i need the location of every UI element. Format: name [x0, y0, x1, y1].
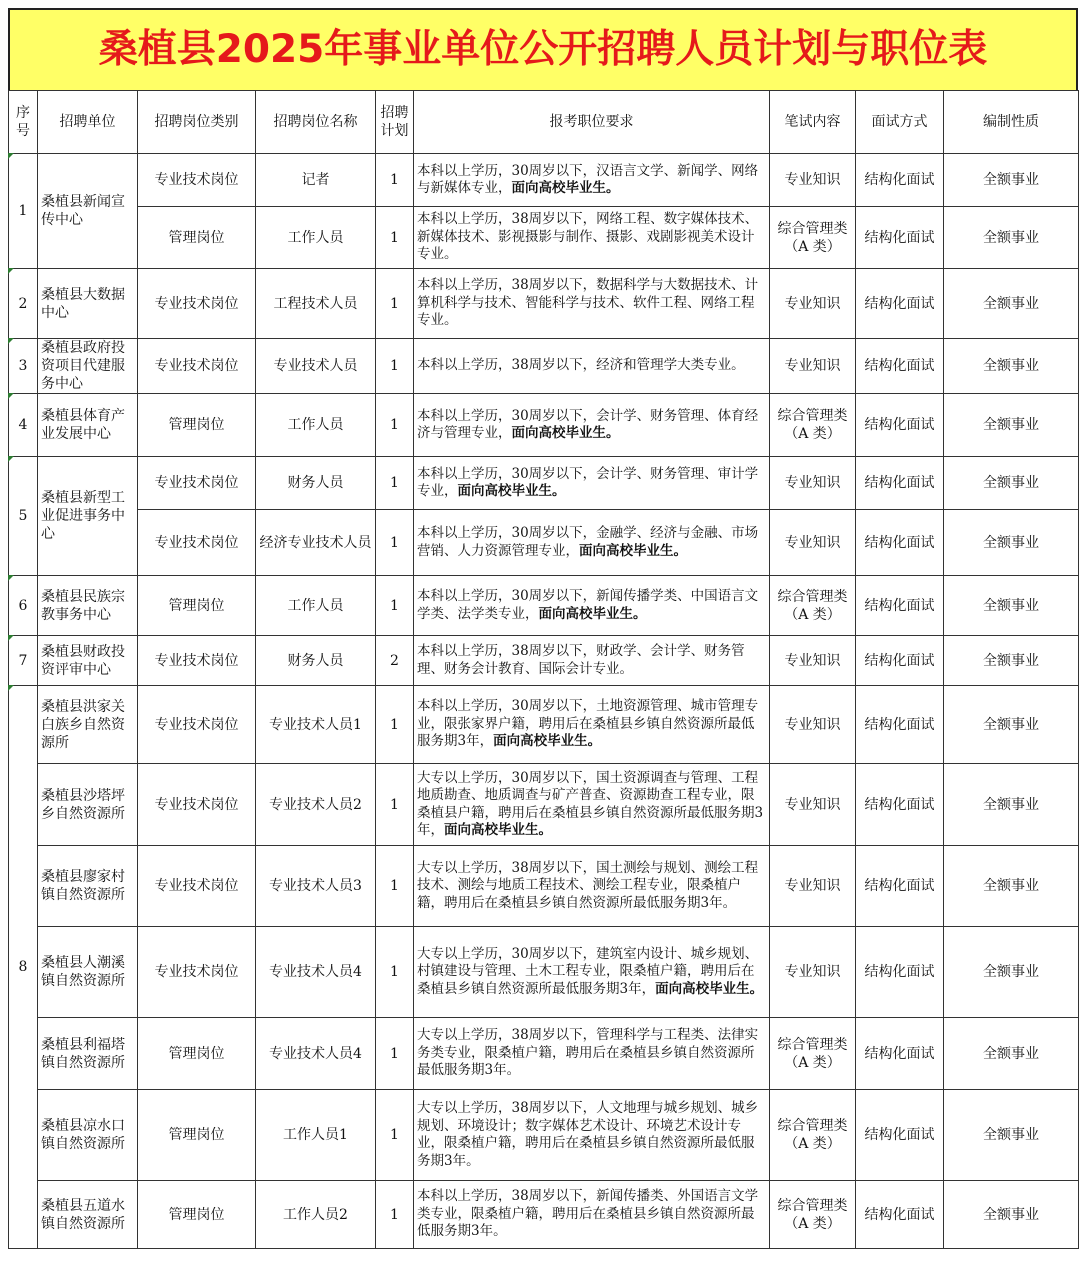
cell-written: 专业知识	[770, 764, 856, 846]
cell-requirements	[414, 394, 770, 457]
cell-interview: 结构化面试	[856, 510, 944, 576]
cell-interview: 结构化面试	[856, 269, 944, 339]
cell-unit: 桑植县体育产业发展中心	[38, 394, 138, 457]
req-text: 本科以上学历，30周岁以下，汉语言文学、新闻学、网络与新媒体专业，	[417, 162, 759, 196]
cell-category: 专业技术岗位	[138, 846, 256, 927]
cell-nature: 全额事业	[944, 1018, 1079, 1090]
cell-seq: 2	[9, 269, 38, 339]
cell-category: 专业技术岗位	[138, 154, 256, 207]
cell-position: 财务人员	[256, 457, 376, 510]
cell-requirements	[414, 207, 770, 269]
cell-written: 专业知识	[770, 686, 856, 764]
table-row	[9, 269, 1079, 339]
cell-written: 综合管理类（A 类）	[770, 207, 856, 269]
cell-unit: 桑植县政府投资项目代建服务中心	[38, 339, 138, 394]
cell-written: 专业知识	[770, 927, 856, 1018]
req-text: 本科以上学历，38周岁以下，新闻传播类、外国语言文学类专业，限桑植户籍，聘用后在桑植县乡镇自然资源所最低服务期3年。	[417, 1188, 759, 1240]
req-bold: 面向高校毕业生。	[457, 483, 566, 499]
cell-plan: 1	[376, 1018, 414, 1090]
cell-requirements	[414, 1018, 770, 1090]
cell-category: 专业技术岗位	[138, 339, 256, 394]
cell-unit: 桑植县民族宗教事务中心	[38, 576, 138, 636]
cell-position: 专业技术人员	[256, 339, 376, 394]
cell-plan: 2	[376, 636, 414, 686]
req-text: 本科以上学历，38周岁以下，网络工程、数字媒体技术、新媒体技术、影视摄影与制作、摄影、戏剧影视美术设计专业。	[417, 211, 759, 263]
cell-unit: 桑植县廖家村镇自然资源所	[38, 846, 138, 927]
cell-nature: 全额事业	[944, 686, 1079, 764]
req-bold: 面向高校毕业生。	[493, 733, 602, 750]
req-bold: 面向高校毕业生。	[444, 822, 552, 838]
cell-written: 专业知识	[770, 339, 856, 394]
cell-position: 记者	[256, 154, 376, 207]
cell-unit: 桑植县财政投资评审中心	[38, 636, 138, 686]
cell-plan: 1	[376, 394, 414, 457]
cell-seq: 6	[9, 576, 38, 636]
req-bold: 面向高校毕业生。	[538, 605, 647, 622]
cell-position: 财务人员	[256, 636, 376, 686]
table-row	[9, 686, 1079, 764]
cell-plan: 1	[376, 1090, 414, 1181]
cell-plan: 1	[376, 576, 414, 636]
cell-seq: 3	[9, 339, 38, 394]
cell-nature: 全额事业	[944, 576, 1079, 636]
header-seq: 序号	[9, 91, 38, 154]
cell-requirements	[414, 1090, 770, 1181]
cell-nature: 全额事业	[944, 269, 1079, 339]
cell-plan: 1	[376, 686, 414, 764]
cell-nature: 全额事业	[944, 154, 1079, 207]
cell-written: 综合管理类（A 类）	[770, 1018, 856, 1090]
cell-requirements	[414, 764, 770, 846]
req-bold: 面向高校毕业生。	[511, 425, 620, 441]
position-table	[8, 90, 1079, 1249]
cell-category: 管理岗位	[138, 207, 256, 269]
header-position: 招聘岗位名称	[256, 91, 376, 154]
cell-requirements	[414, 339, 770, 394]
cell-written: 综合管理类（A 类）	[770, 394, 856, 457]
table-row	[9, 510, 1079, 576]
cell-nature: 全额事业	[944, 636, 1079, 686]
cell-written: 专业知识	[770, 846, 856, 927]
req-text: 本科以上学历，38周岁以下，财政学、会计学、财务管理、财务会计教育、国际会计专业。	[417, 643, 745, 677]
cell-nature: 全额事业	[944, 1181, 1079, 1249]
cell-unit: 桑植县洪家关白族乡自然资源所	[38, 686, 138, 764]
req-text: 大专以上学历，30周岁以下，建筑室内设计、城乡规划、村镇建设与管理、土木工程专业，限桑植户籍，聘用后在桑植县乡镇自然资源所最低服务期3年，	[417, 945, 759, 997]
cell-interview: 结构化面试	[856, 846, 944, 927]
table-row	[9, 764, 1079, 846]
cell-category: 专业技术岗位	[138, 764, 256, 846]
table-row	[9, 1181, 1079, 1249]
cell-position: 工作人员1	[256, 1090, 376, 1181]
cell-unit: 桑植县大数据中心	[38, 269, 138, 339]
header-interview: 面试方式	[856, 91, 944, 154]
req-bold: 面向高校毕业生。	[511, 180, 620, 196]
table-row	[9, 457, 1079, 510]
req-bold: 面向高校毕业生。	[655, 980, 764, 997]
cell-seq: 8	[9, 686, 38, 1249]
cell-plan: 1	[376, 154, 414, 207]
cell-category: 管理岗位	[138, 576, 256, 636]
cell-plan: 1	[376, 846, 414, 927]
cell-position: 专业技术人员2	[256, 764, 376, 846]
cell-seq: 7	[9, 636, 38, 686]
header-requirements: 报考职位要求	[414, 91, 770, 154]
header-unit: 招聘单位	[38, 91, 138, 154]
header-nature: 编制性质	[944, 91, 1079, 154]
header-written: 笔试内容	[770, 91, 856, 154]
cell-category: 专业技术岗位	[138, 457, 256, 510]
cell-written: 专业知识	[770, 269, 856, 339]
cell-requirements	[414, 686, 770, 764]
cell-interview: 结构化面试	[856, 339, 944, 394]
cell-interview: 结构化面试	[856, 927, 944, 1018]
cell-nature: 全额事业	[944, 394, 1079, 457]
table-row	[9, 636, 1079, 686]
table-row	[9, 154, 1079, 207]
page	[8, 8, 1078, 1249]
header-row	[9, 91, 1079, 154]
cell-nature: 全额事业	[944, 764, 1079, 846]
cell-written: 专业知识	[770, 457, 856, 510]
cell-interview: 结构化面试	[856, 1090, 944, 1181]
cell-written: 专业知识	[770, 636, 856, 686]
cell-nature: 全额事业	[944, 339, 1079, 394]
cell-position: 经济专业技术人员	[256, 510, 376, 576]
table-row	[9, 1018, 1079, 1090]
table-row	[9, 1090, 1079, 1181]
cell-unit: 桑植县五道水镇自然资源所	[38, 1181, 138, 1249]
cell-requirements	[414, 154, 770, 207]
cell-category: 专业技术岗位	[138, 927, 256, 1018]
table-row	[9, 927, 1079, 1018]
cell-position: 专业技术人员4	[256, 927, 376, 1018]
cell-nature: 全额事业	[944, 927, 1079, 1018]
cell-unit: 桑植县利福塔镇自然资源所	[38, 1018, 138, 1090]
cell-unit: 桑植县人潮溪镇自然资源所	[38, 927, 138, 1018]
cell-category: 专业技术岗位	[138, 269, 256, 339]
cell-nature: 全额事业	[944, 207, 1079, 269]
cell-category: 管理岗位	[138, 394, 256, 457]
table-row	[9, 207, 1079, 269]
cell-interview: 结构化面试	[856, 636, 944, 686]
req-text: 本科以上学历，30周岁以下，新闻传播学类、中国语言文学类、法学类专业，	[417, 588, 759, 622]
cell-interview: 结构化面试	[856, 576, 944, 636]
cell-plan: 1	[376, 927, 414, 1018]
cell-position: 专业技术人员1	[256, 686, 376, 764]
cell-interview: 结构化面试	[856, 457, 944, 510]
header-category: 招聘岗位类别	[138, 91, 256, 154]
table-row	[9, 846, 1079, 927]
cell-plan: 1	[376, 764, 414, 846]
cell-requirements	[414, 1181, 770, 1249]
cell-position: 专业技术人员3	[256, 846, 376, 927]
cell-position: 工程技术人员	[256, 269, 376, 339]
cell-plan: 1	[376, 269, 414, 339]
cell-seq: 4	[9, 394, 38, 457]
req-text: 本科以上学历，30周岁以下，土地资源管理、城市管理专业，限张家界户籍，聘用后在桑植县乡镇自然资源所最低服务期3年，	[417, 698, 759, 750]
cell-plan: 1	[376, 1181, 414, 1249]
req-text: 本科以上学历，30周岁以下，会计学、财务管理、审计学专业，	[417, 465, 759, 499]
cell-plan: 1	[376, 339, 414, 394]
cell-unit: 桑植县新闻宣传中心	[38, 154, 138, 269]
cell-interview: 结构化面试	[856, 1018, 944, 1090]
cell-requirements	[414, 510, 770, 576]
table-row	[9, 394, 1079, 457]
req-text: 本科以上学历，30周岁以下，会计学、财务管理、体育经济与管理专业，	[417, 407, 759, 441]
req-bold: 面向高校毕业生。	[579, 542, 687, 559]
cell-requirements	[414, 927, 770, 1018]
req-text: 大专以上学历，30周岁以下，国土资源调查与管理、工程地质勘查、地质调查与矿产普查、资源勘查工程专业，限桑植县户籍，聘用后在桑植县乡镇自然资源所最低服务期3年，	[417, 769, 764, 838]
table-row	[9, 339, 1079, 394]
cell-interview: 结构化面试	[856, 394, 944, 457]
cell-nature: 全额事业	[944, 510, 1079, 576]
cell-requirements	[414, 269, 770, 339]
page-title: 桑植县2025年事业单位公开招聘人员计划与职位表	[8, 8, 1078, 90]
header-plan: 招聘计划	[376, 91, 414, 154]
cell-requirements	[414, 846, 770, 927]
cell-requirements	[414, 636, 770, 686]
cell-position: 工作人员2	[256, 1181, 376, 1249]
cell-category: 专业技术岗位	[138, 686, 256, 764]
cell-written: 综合管理类（A 类）	[770, 1181, 856, 1249]
cell-interview: 结构化面试	[856, 207, 944, 269]
cell-nature: 全额事业	[944, 1090, 1079, 1181]
cell-interview: 结构化面试	[856, 764, 944, 846]
cell-interview: 结构化面试	[856, 1181, 944, 1249]
cell-seq: 5	[9, 457, 38, 576]
cell-requirements	[414, 457, 770, 510]
cell-unit: 桑植县沙塔坪乡自然资源所	[38, 764, 138, 846]
cell-position: 工作人员	[256, 207, 376, 269]
cell-position: 专业技术人员4	[256, 1018, 376, 1090]
cell-category: 管理岗位	[138, 1090, 256, 1181]
cell-requirements	[414, 576, 770, 636]
table-row	[9, 576, 1079, 636]
cell-position: 工作人员	[256, 394, 376, 457]
cell-written: 专业知识	[770, 154, 856, 207]
cell-category: 管理岗位	[138, 1181, 256, 1249]
cell-interview: 结构化面试	[856, 686, 944, 764]
req-text: 大专以上学历，38周岁以下，管理科学与工程类、法律实务类专业，限桑植户籍，聘用后在桑植县乡镇自然资源所最低服务期3年。	[417, 1027, 759, 1079]
cell-nature: 全额事业	[944, 457, 1079, 510]
cell-plan: 1	[376, 207, 414, 269]
cell-unit: 桑植县新型工业促进事务中心	[38, 457, 138, 576]
cell-written: 综合管理类（A 类）	[770, 576, 856, 636]
req-text: 本科以上学历，30周岁以下，金融学、经济与金融、市场营销、人力资源管理专业，	[417, 525, 759, 559]
cell-position: 工作人员	[256, 576, 376, 636]
cell-category: 管理岗位	[138, 1018, 256, 1090]
cell-category: 专业技术岗位	[138, 510, 256, 576]
req-text: 本科以上学历，38周岁以下，数据科学与大数据技术、计算机科学与技术、智能科学与技术、软件工程、网络工程专业。	[417, 277, 759, 329]
cell-plan: 1	[376, 457, 414, 510]
cell-unit: 桑植县凉水口镇自然资源所	[38, 1090, 138, 1181]
req-text: 大专以上学历，38周岁以下，人文地理与城乡规划、城乡规划、环境设计；数字媒体艺术设计、环境艺术设计专业，限桑植户籍，聘用后在桑植县乡镇自然资源所最低服务期3年。	[417, 1100, 759, 1169]
cell-written: 专业知识	[770, 510, 856, 576]
req-text: 大专以上学历，38周岁以下，国土测绘与规划、测绘工程技术、测绘与地质工程技术、测绘工程专业，限桑植户籍，聘用后在桑植县乡镇自然资源所最低服务期3年。	[417, 859, 759, 911]
cell-category: 专业技术岗位	[138, 636, 256, 686]
cell-written: 综合管理类（A 类）	[770, 1090, 856, 1181]
req-text: 本科以上学历，38周岁以下，经济和管理学大类专业。	[417, 357, 745, 374]
cell-interview: 结构化面试	[856, 154, 944, 207]
cell-nature: 全额事业	[944, 846, 1079, 927]
cell-seq: 1	[9, 154, 38, 269]
cell-plan: 1	[376, 510, 414, 576]
